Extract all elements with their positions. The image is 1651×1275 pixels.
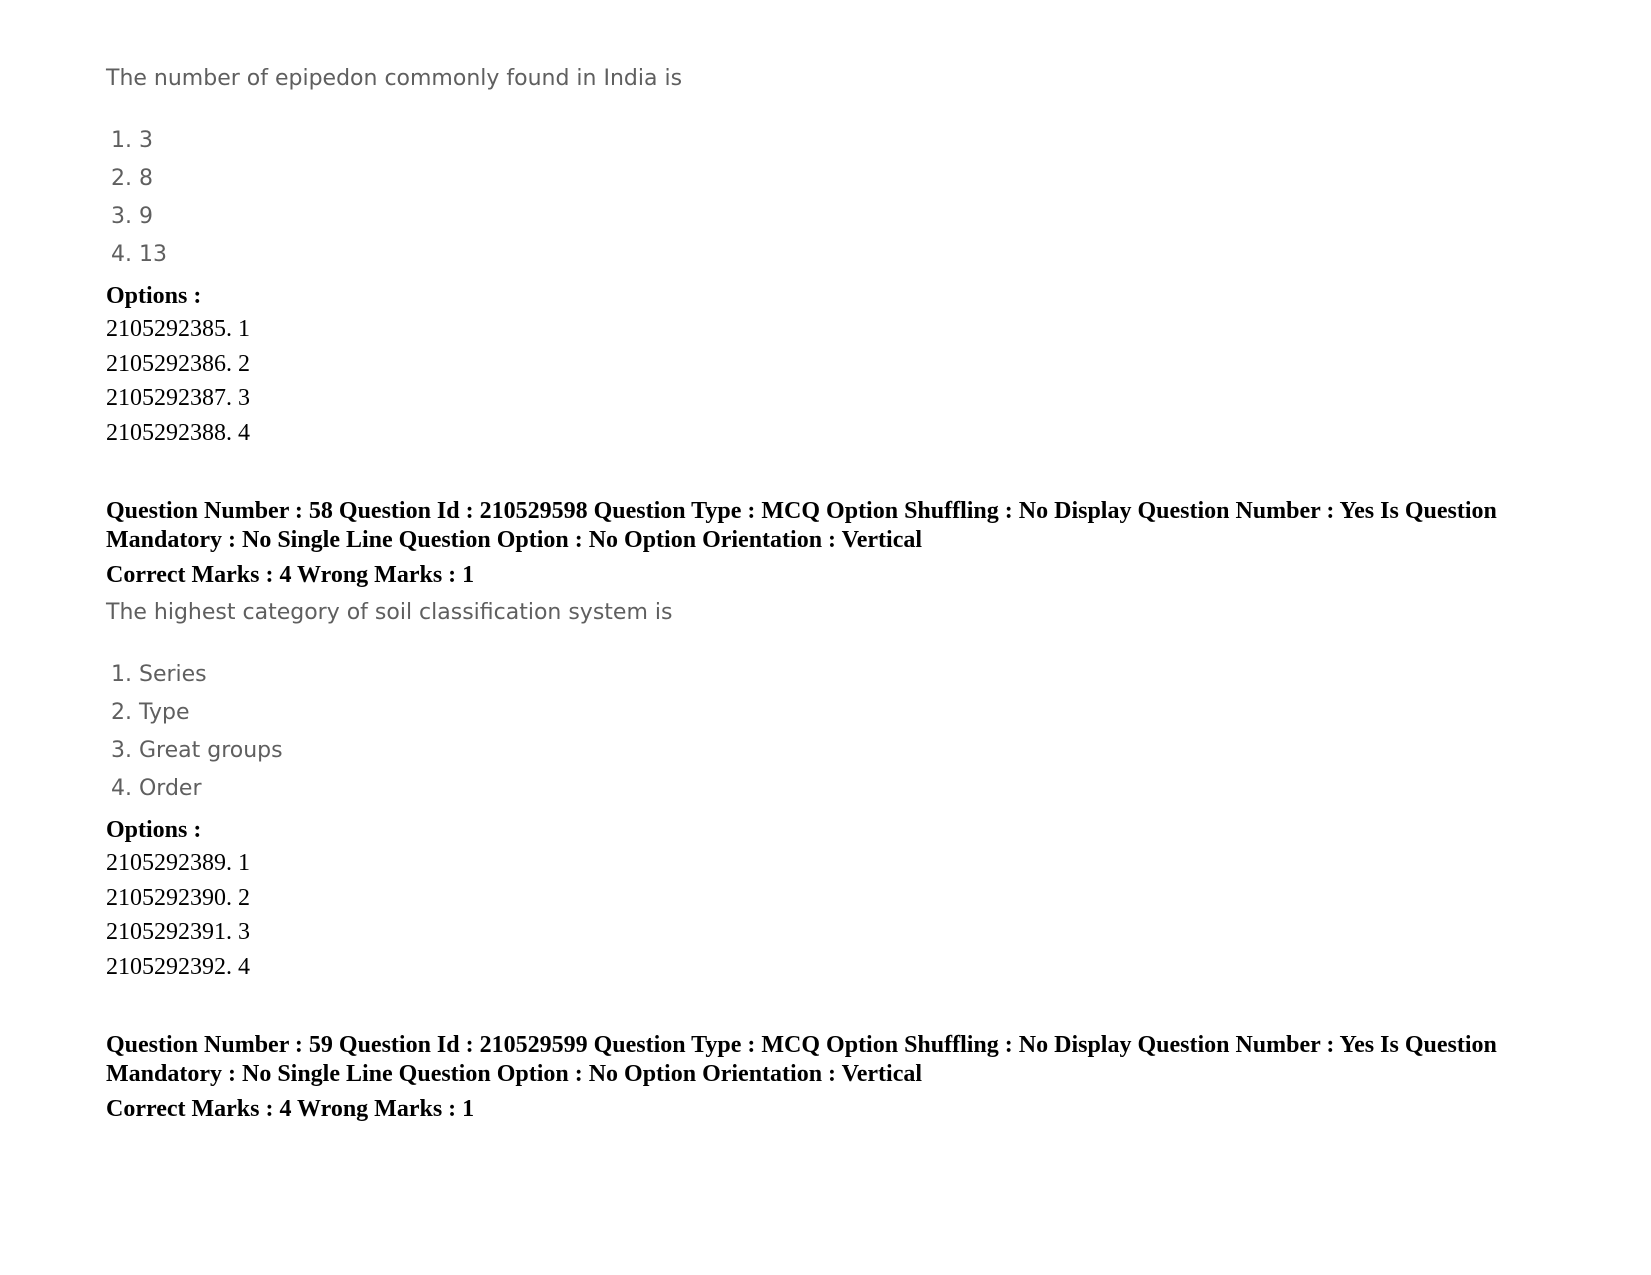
choice-item: 1. Series [111, 662, 207, 687]
question-57-text: The number of epipedon commonly found in India is [106, 66, 683, 91]
options-list [106, 312, 250, 450]
option-item: 2105292385. 1 [106, 316, 250, 342]
option-item: 2105292387. 3 [106, 385, 250, 411]
meta-line: Mandatory : No Single Line Question Option : No Option Orientation : Vertical [106, 1061, 923, 1087]
question-59-meta [106, 1031, 1571, 1089]
question-57-choices [111, 122, 167, 274]
options-heading: Options : [106, 283, 202, 309]
option-item: 2105292391. 3 [106, 919, 250, 945]
meta-line: Mandatory : No Single Line Question Option : No Option Orientation : Vertical [106, 527, 923, 553]
choice-item: 4. 13 [111, 242, 167, 267]
choice-item: 4. Order [111, 776, 202, 801]
question-58-meta [106, 497, 1571, 555]
meta-line: Question Number : 59 Question Id : 210529599 Question Type : MCQ Option Shuffling : No Display Question Number : Yes Is Question [106, 1032, 1497, 1058]
choice-item: 3. Great groups [111, 738, 283, 763]
option-item: 2105292386. 2 [106, 350, 250, 377]
choice-item: 2. 8 [111, 166, 153, 191]
question-58-marks: Correct Marks : 4 Wrong Marks : 1 [106, 562, 475, 588]
options-heading: Options : [106, 817, 202, 843]
question-58-text: The highest category of soil classification system is [106, 600, 673, 625]
options-list [106, 846, 250, 984]
choice-item: 3. 9 [111, 204, 153, 229]
meta-line: Question Number : 58 Question Id : 210529598 Question Type : MCQ Option Shuffling : No Display Question Number : Yes Is Question [106, 498, 1497, 524]
choice-item: 1. 3 [111, 128, 153, 153]
choice-item: 2. Type [111, 700, 190, 725]
question-59-marks: Correct Marks : 4 Wrong Marks : 1 [106, 1096, 475, 1122]
option-item: 2105292388. 4 [106, 419, 250, 446]
option-item: 2105292390. 2 [106, 884, 250, 911]
option-item: 2105292392. 4 [106, 953, 250, 980]
option-item: 2105292389. 1 [106, 850, 250, 876]
question-58-choices [111, 656, 283, 808]
